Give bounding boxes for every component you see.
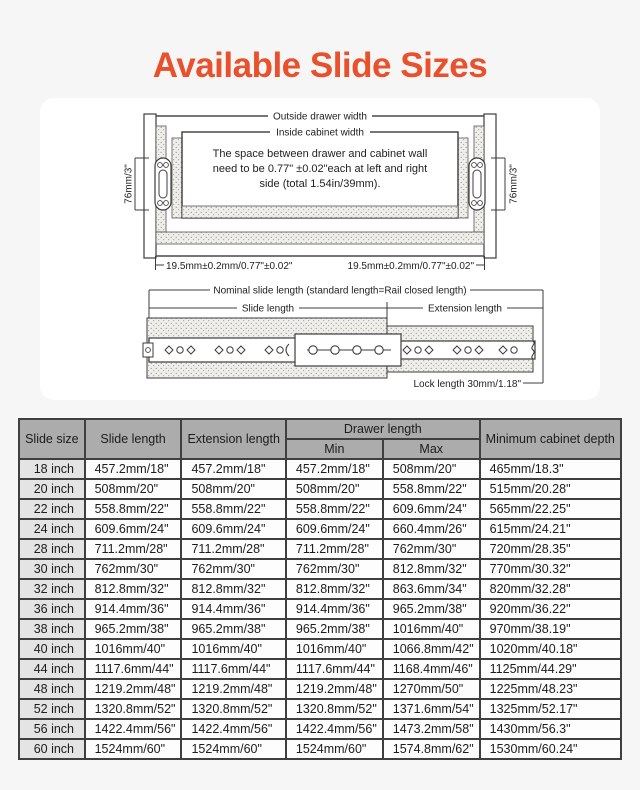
outside-drawer-width-label: Outside drawer width — [273, 111, 367, 123]
spec-value-cell: 920mm/36.22" — [480, 599, 621, 619]
spec-value-cell: 1530mm/60.24" — [480, 739, 621, 759]
page — [0, 46, 640, 790]
slide-size-cell: 56 inch — [19, 719, 85, 739]
spec-value-cell: 1270mm/50" — [383, 679, 480, 699]
spec-value-cell: 1325mm/52.17" — [480, 699, 621, 719]
spec-value-cell: 609.6mm/24" — [181, 519, 285, 539]
spec-value-cell: 1020mm/40.18" — [480, 639, 621, 659]
table-row — [19, 599, 621, 619]
header-min: Min — [286, 439, 383, 459]
right-drawer-side — [458, 138, 468, 218]
slide-size-cell: 18 inch — [19, 459, 85, 479]
slide-size-cell: 28 inch — [19, 539, 85, 559]
spec-value-cell: 609.6mm/24" — [286, 519, 383, 539]
slide-size-cell: 52 inch — [19, 699, 85, 719]
table-row — [19, 479, 621, 499]
spec-value-cell: 812.8mm/32" — [85, 579, 182, 599]
spec-value-cell: 609.6mm/24" — [85, 519, 182, 539]
spec-value-cell: 558.8mm/22" — [85, 499, 182, 519]
spec-value-cell: 770mm/30.32" — [480, 559, 621, 579]
spec-value-cell: 457.2mm/18" — [85, 459, 182, 479]
table-row — [19, 639, 621, 659]
spec-value-cell: 457.2mm/18" — [286, 459, 383, 479]
spec-value-cell: 1219.2mm/48" — [181, 679, 285, 699]
nominal-length-label: Nominal slide length (standard length=Rail closed length) — [213, 285, 467, 297]
table-row — [19, 719, 621, 739]
spec-value-cell: 720mm/28.35" — [480, 539, 621, 559]
slide-size-cell: 22 inch — [19, 499, 85, 519]
spec-value-cell: 615mm/24.21" — [480, 519, 621, 539]
slide-size-table — [18, 418, 622, 760]
spec-value-cell: 1320.8mm/52" — [85, 699, 182, 719]
diagram-card — [40, 98, 600, 400]
intermediate-rail-member — [286, 334, 401, 366]
table-row — [19, 579, 621, 599]
spec-value-cell: 812.8mm/32" — [286, 579, 383, 599]
inner-rail-member — [385, 341, 535, 359]
spec-value-cell: 914.4mm/36" — [286, 599, 383, 619]
spec-value-cell: 508mm/20" — [383, 459, 480, 479]
spec-value-cell: 820mm/32.28" — [480, 579, 621, 599]
spec-value-cell: 1219.2mm/48" — [85, 679, 182, 699]
svg-text:side (total 1.54in/39mm).: side (total 1.54in/39mm). — [259, 178, 381, 190]
table-row — [19, 699, 621, 719]
spec-value-cell: 465mm/18.3" — [480, 459, 621, 479]
table-row — [19, 499, 621, 519]
spec-value-cell: 1125mm/44.29" — [480, 659, 621, 679]
spec-value-cell: 812.8mm/32" — [383, 559, 480, 579]
spec-value-cell: 965.2mm/38" — [383, 599, 480, 619]
spec-value-cell: 508mm/20" — [85, 479, 182, 499]
header-slide-length: Slide length — [85, 419, 182, 459]
width-diagram — [85, 106, 555, 282]
slide-size-cell: 24 inch — [19, 519, 85, 539]
spec-value-cell: 1168.4mm/46" — [383, 659, 480, 679]
spec-value-cell: 1066.8mm/42" — [383, 639, 480, 659]
spec-value-cell: 1422.4mm/56" — [85, 719, 182, 739]
spec-value-cell: 965.2mm/38" — [286, 619, 383, 639]
spec-value-cell: 1016mm/40" — [85, 639, 182, 659]
table-row — [19, 659, 621, 679]
table-row — [19, 679, 621, 699]
slide-size-cell: 30 inch — [19, 559, 85, 579]
spec-value-cell: 1524mm/60" — [85, 739, 182, 759]
spec-value-cell: 1524mm/60" — [286, 739, 383, 759]
spec-value-cell: 812.8mm/32" — [181, 579, 285, 599]
header-slide-size: Slide size — [19, 419, 85, 459]
spec-value-cell: 970mm/38.19" — [480, 619, 621, 639]
table-row — [19, 619, 621, 639]
spec-value-cell: 1225mm/48.23" — [480, 679, 621, 699]
left-slide-rail-section — [155, 158, 171, 210]
header-max: Max — [383, 439, 480, 459]
slide-size-cell: 48 inch — [19, 679, 85, 699]
page-title: Available Slide Sizes — [152, 46, 488, 85]
slide-size-cell: 36 inch — [19, 599, 85, 619]
header-min-cabinet-depth: Minimum cabinet depth — [480, 419, 621, 459]
spec-value-cell: 1574.8mm/62" — [383, 739, 480, 759]
spec-value-cell: 711.2mm/28" — [286, 539, 383, 559]
length-diagram — [85, 282, 555, 396]
spec-value-cell: 1016mm/40" — [286, 639, 383, 659]
left-outer-wall — [144, 114, 156, 258]
spec-value-cell: 711.2mm/28" — [85, 539, 182, 559]
spec-value-cell: 1117.6mm/44" — [181, 659, 285, 679]
spec-value-cell: 914.4mm/36" — [85, 599, 182, 619]
spec-value-cell: 1473.2mm/58" — [383, 719, 480, 739]
bottom-dim-left: 19.5mm±0.2mm/0.77"±0.02" — [166, 261, 293, 272]
left-height-dim: 76mm/3" — [123, 164, 135, 204]
spec-value-cell: 508mm/20" — [286, 479, 383, 499]
slide-size-cell: 40 inch — [19, 639, 85, 659]
spec-value-cell: 1422.4mm/56" — [181, 719, 285, 739]
slide-length-label: Slide length — [241, 303, 295, 315]
spec-value-cell: 965.2mm/38" — [181, 619, 285, 639]
inside-cabinet-width-label: Inside cabinet width — [276, 127, 364, 139]
drawer-bottom — [182, 206, 458, 218]
spec-value-cell: 762mm/30" — [181, 559, 285, 579]
header-drawer-length: Drawer length — [286, 419, 480, 439]
cabinet-bottom — [156, 232, 484, 244]
header-extension-length: Extension length — [181, 419, 285, 459]
table-row — [19, 739, 621, 759]
spec-value-cell: 914.4mm/36" — [181, 599, 285, 619]
right-slide-rail-section — [469, 158, 485, 210]
spec-value-cell: 1320.8mm/52" — [286, 699, 383, 719]
table-row — [19, 459, 621, 479]
spec-value-cell: 565mm/22.25" — [480, 499, 621, 519]
spec-value-cell: 508mm/20" — [181, 479, 285, 499]
spec-value-cell: 660.4mm/26" — [383, 519, 480, 539]
spec-value-cell: 711.2mm/28" — [181, 539, 285, 559]
left-drawer-side — [172, 138, 182, 218]
spec-value-cell: 457.2mm/18" — [181, 459, 285, 479]
spec-value-cell: 762mm/30" — [286, 559, 383, 579]
spec-value-cell: 558.8mm/22" — [383, 479, 480, 499]
spec-value-cell: 1320.8mm/52" — [181, 699, 285, 719]
spec-value-cell: 1219.2mm/48" — [286, 679, 383, 699]
spec-value-cell: 558.8mm/22" — [181, 499, 285, 519]
spec-value-cell: 965.2mm/38" — [85, 619, 182, 639]
spec-value-cell: 1016mm/40" — [181, 639, 285, 659]
spec-value-cell: 762mm/30" — [85, 559, 182, 579]
table-body — [19, 459, 621, 759]
slide-size-cell: 20 inch — [19, 479, 85, 499]
spec-value-cell: 762mm/30" — [383, 539, 480, 559]
slide-size-cell: 44 inch — [19, 659, 85, 679]
lock-length-label: Lock length 30mm/1.18" — [413, 379, 521, 390]
spec-value-cell: 1371.6mm/54" — [383, 699, 480, 719]
svg-text:need to be 0.77" ±0.02"each at: need to be 0.77" ±0.02"each at left and right — [212, 163, 428, 175]
slide-size-cell: 60 inch — [19, 739, 85, 759]
bottom-dim-right: 19.5mm±0.2mm/0.77"±0.02" — [347, 261, 474, 272]
spec-value-cell: 1430mm/56.3" — [480, 719, 621, 739]
table-row — [19, 519, 621, 539]
spec-value-cell: 515mm/20.28" — [480, 479, 621, 499]
spec-value-cell: 1016mm/40" — [383, 619, 480, 639]
spec-value-cell: 558.8mm/22" — [286, 499, 383, 519]
inside-cabinet-box — [182, 132, 458, 218]
table-row — [19, 539, 621, 559]
right-outer-wall — [484, 114, 496, 258]
table-header — [19, 419, 621, 459]
spec-value-cell: 1117.6mm/44" — [85, 659, 182, 679]
extension-length-label: Extension length — [428, 303, 502, 315]
svg-text:The space between drawer and c: The space between drawer and cabinet wall — [212, 148, 428, 160]
slide-size-cell: 38 inch — [19, 619, 85, 639]
spec-value-cell: 1422.4mm/56" — [286, 719, 383, 739]
table-row — [19, 559, 621, 579]
right-height-dim: 76mm/3" — [508, 164, 520, 204]
spec-value-cell: 1117.6mm/44" — [286, 659, 383, 679]
spec-value-cell: 1524mm/60" — [181, 739, 285, 759]
spec-value-cell: 863.6mm/34" — [383, 579, 480, 599]
spec-value-cell: 609.6mm/24" — [383, 499, 480, 519]
slide-size-cell: 32 inch — [19, 579, 85, 599]
